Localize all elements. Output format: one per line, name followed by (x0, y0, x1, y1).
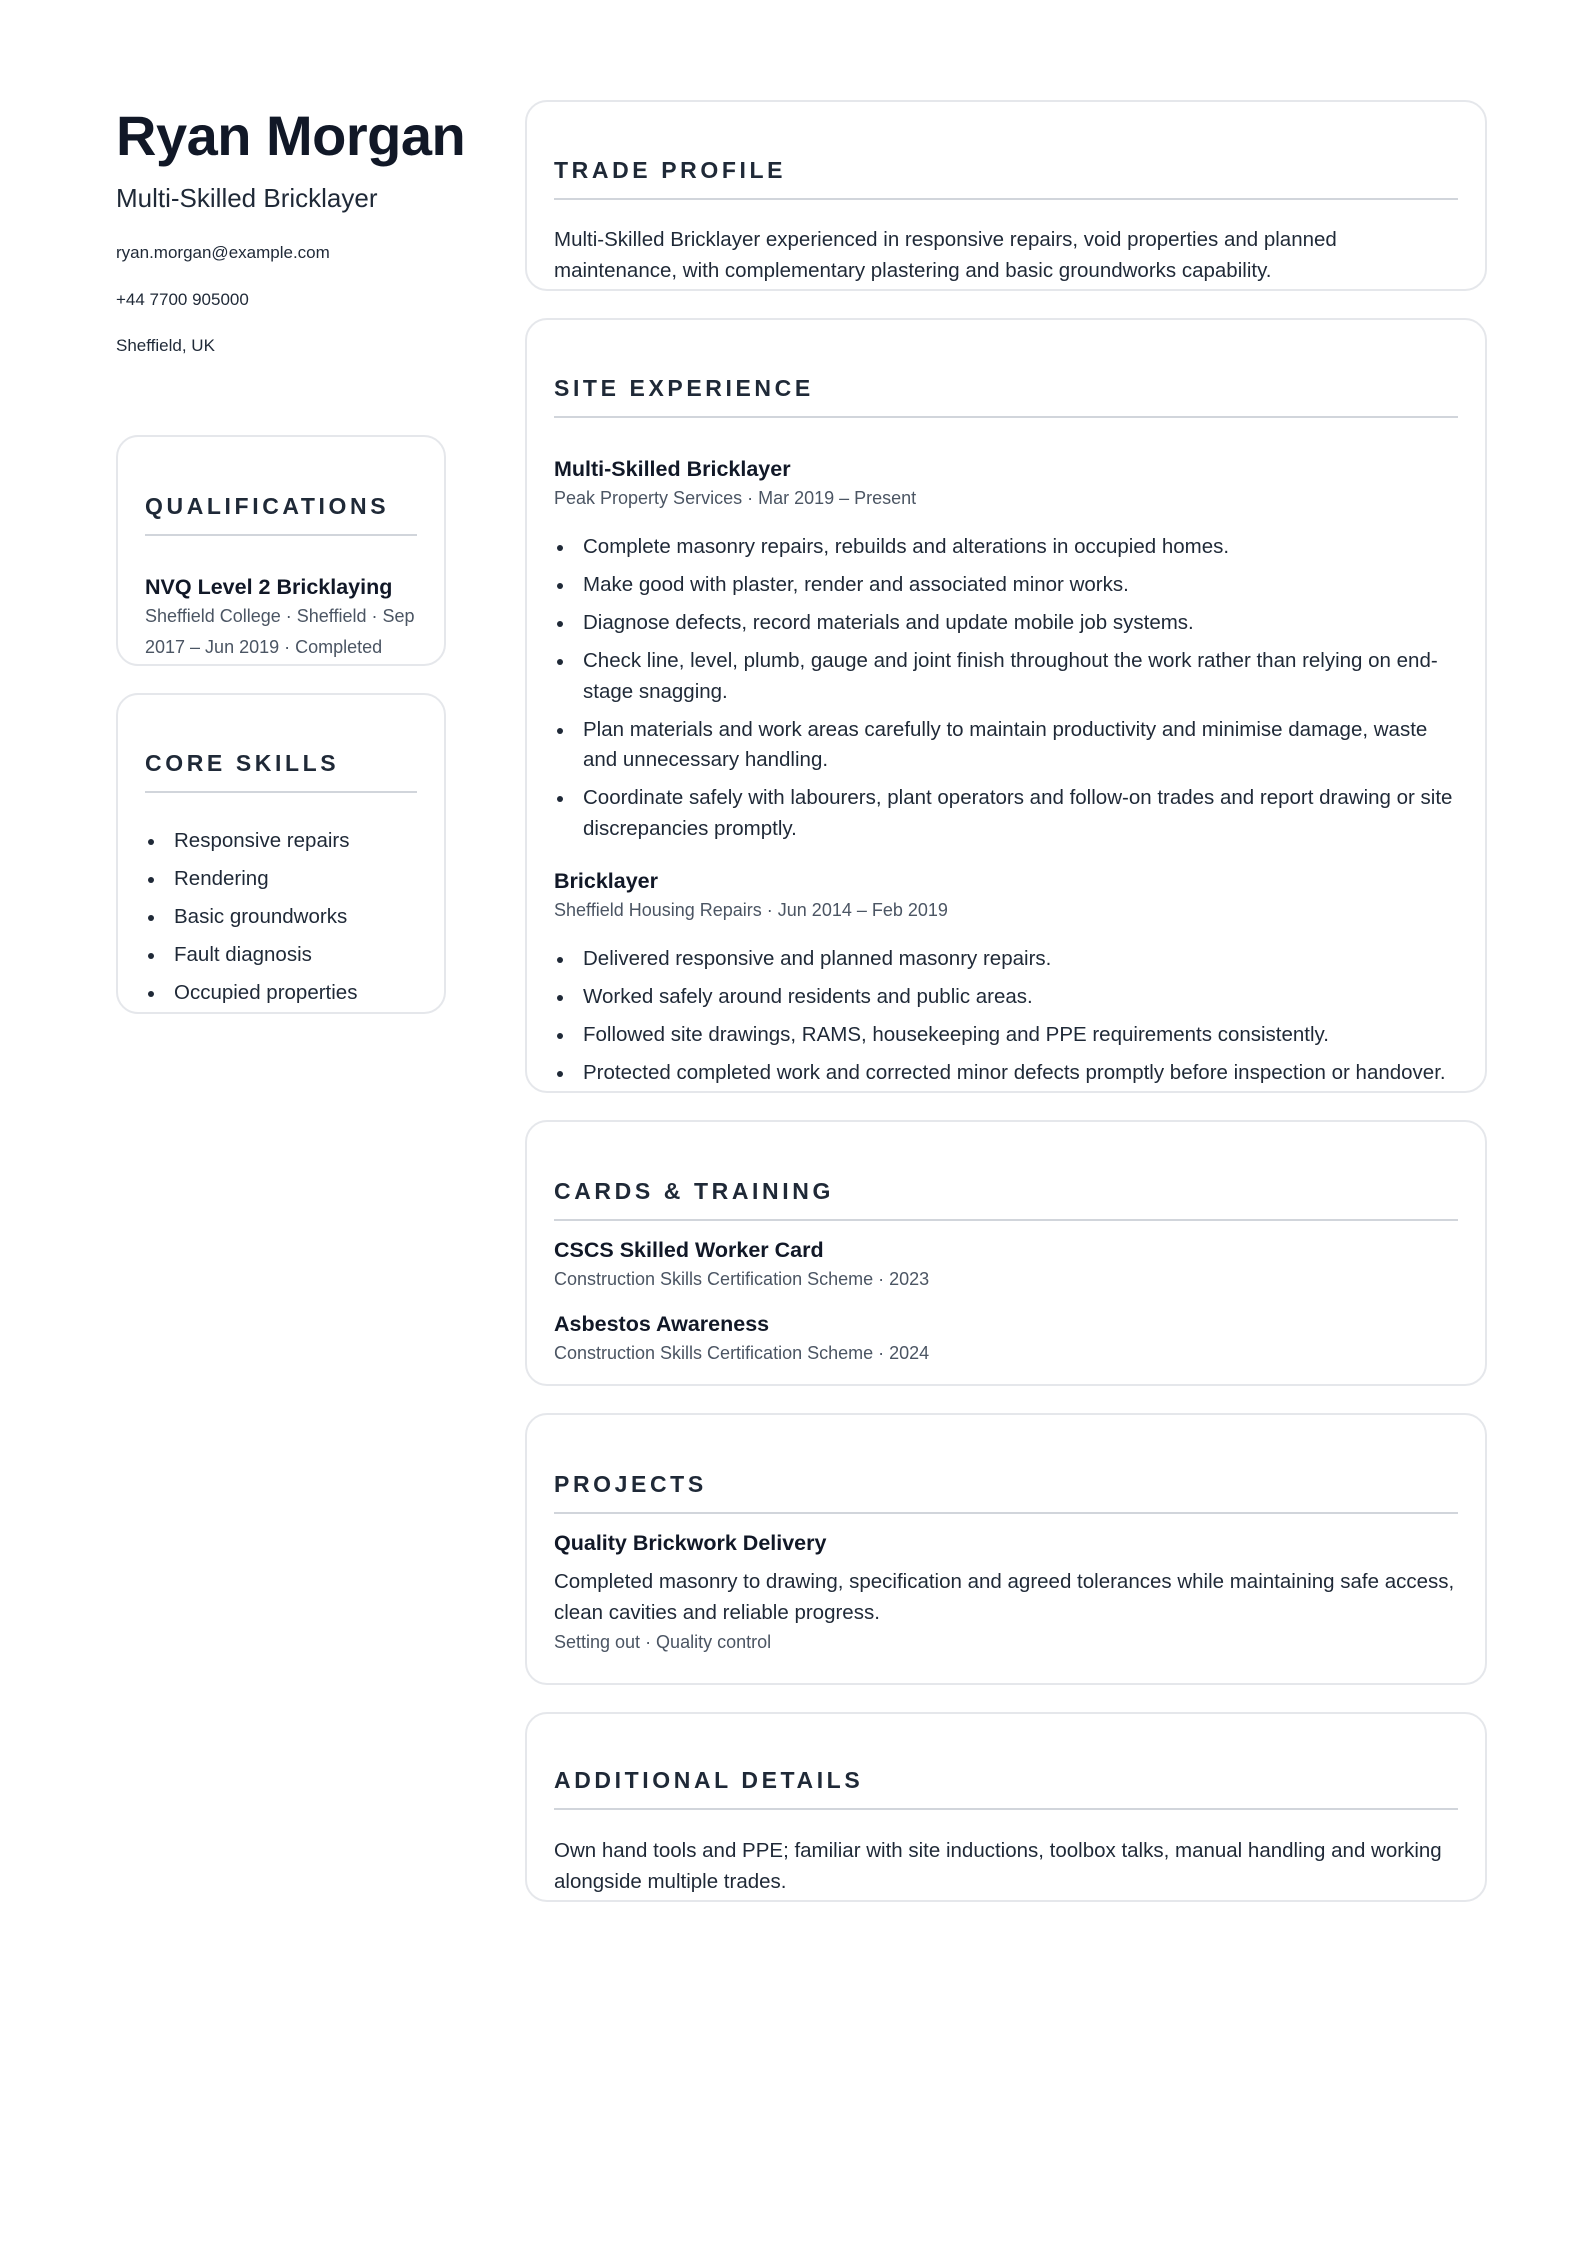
cards-training-card (525, 1120, 1487, 1386)
list-item: Plan materials and work areas carefully to maintain productivity and minimise damage, waste and unnecessary handling. (554, 715, 1460, 776)
list-item: Coordinate safely with labourers, plant operators and follow-on trades and report drawing or site discrepancies promptly. (554, 783, 1460, 844)
list-item: Complete masonry repairs, rebuilds and alterations in occupied homes. (554, 532, 1460, 563)
divider (145, 534, 417, 536)
list-item: Check line, level, plumb, gauge and joint finish throughout the work rather than relying on end-stage snagging. (554, 646, 1460, 707)
section-heading: CORE SKILLS (145, 750, 340, 776)
divider (145, 791, 417, 793)
site-experience-card (525, 318, 1487, 1093)
profile-text: Multi-Skilled Bricklayer experienced in responsive repairs, void properties and planned maintenance, with complementary plastering and basic groundworks capability. (554, 228, 1337, 282)
card-title: Asbestos Awareness (554, 1312, 770, 1336)
job-meta: Sheffield Housing Repairs · Jun 2014 – Feb 2019 (554, 900, 948, 920)
candidate-role: Multi-Skilled Bricklayer (116, 183, 378, 213)
job-title: Bricklayer (554, 869, 658, 893)
additional-details-card (525, 1712, 1487, 1902)
section-heading: PROJECTS (554, 1471, 707, 1497)
card-meta: Construction Skills Certification Scheme · 2024 (554, 1343, 930, 1363)
section-heading: TRADE PROFILE (554, 157, 787, 183)
list-item: Responsive repairs (145, 826, 435, 857)
section-heading: CARDS & TRAINING (554, 1178, 834, 1204)
candidate-name: Ryan Morgan (116, 104, 466, 167)
qualification-title: NVQ Level 2 Bricklaying (145, 575, 393, 599)
job-title: Multi-Skilled Bricklayer (554, 457, 791, 481)
list-item: Occupied properties (145, 978, 435, 1009)
list-item: Rendering (145, 864, 435, 895)
projects-card (525, 1413, 1487, 1685)
divider (554, 1808, 1458, 1810)
project-text: Completed masonry to drawing, specification and agreed tolerances while maintaining safe access, clean cavities and reliable progress. (554, 1570, 1455, 1624)
contact-phone[interactable]: +44 7700 905000 (116, 290, 249, 309)
skills-list (145, 826, 435, 1016)
job-meta: Peak Property Services · Mar 2019 – Present (554, 488, 917, 508)
list-item: Make good with plaster, render and associated minor works. (554, 570, 1460, 601)
list-item: Diagnose defects, record materials and update mobile job systems. (554, 608, 1460, 639)
list-item: Delivered responsive and planned masonry repairs. (554, 944, 1460, 975)
project-meta: Setting out · Quality control (554, 1632, 772, 1652)
divider (554, 416, 1458, 418)
list-item: Followed site drawings, RAMS, housekeeping and PPE requirements consistently. (554, 1020, 1460, 1051)
divider (554, 1219, 1458, 1221)
qualifications-card (116, 435, 446, 666)
project-title: Quality Brickwork Delivery (554, 1531, 827, 1555)
divider (554, 1512, 1458, 1514)
job-duties (554, 944, 1460, 1096)
job-duties (554, 532, 1460, 852)
trade-profile-card (525, 100, 1487, 291)
contact-email[interactable]: ryan.morgan@example.com (116, 243, 330, 262)
list-item: Basic groundworks (145, 902, 435, 933)
list-item: Worked safely around residents and public areas. (554, 982, 1460, 1013)
additional-text: Own hand tools and PPE; familiar with site inductions, toolbox talks, manual handling and working alongside multiple trades. (554, 1839, 1442, 1893)
section-heading: ADDITIONAL DETAILS (554, 1767, 864, 1793)
qualification-meta: Sheffield College · Sheffield · Sep 2017 – Jun 2019 · Completed (145, 606, 415, 657)
section-heading: QUALIFICATIONS (145, 493, 390, 519)
section-heading: SITE EXPERIENCE (554, 375, 814, 401)
list-item: Protected completed work and corrected minor defects promptly before inspection or handover. (554, 1058, 1460, 1089)
card-meta: Construction Skills Certification Scheme · 2023 (554, 1269, 930, 1289)
card-title: CSCS Skilled Worker Card (554, 1238, 824, 1262)
divider (554, 198, 1458, 200)
contact-location: Sheffield, UK (116, 336, 215, 355)
core-skills-card (116, 693, 446, 1014)
list-item: Fault diagnosis (145, 940, 435, 971)
